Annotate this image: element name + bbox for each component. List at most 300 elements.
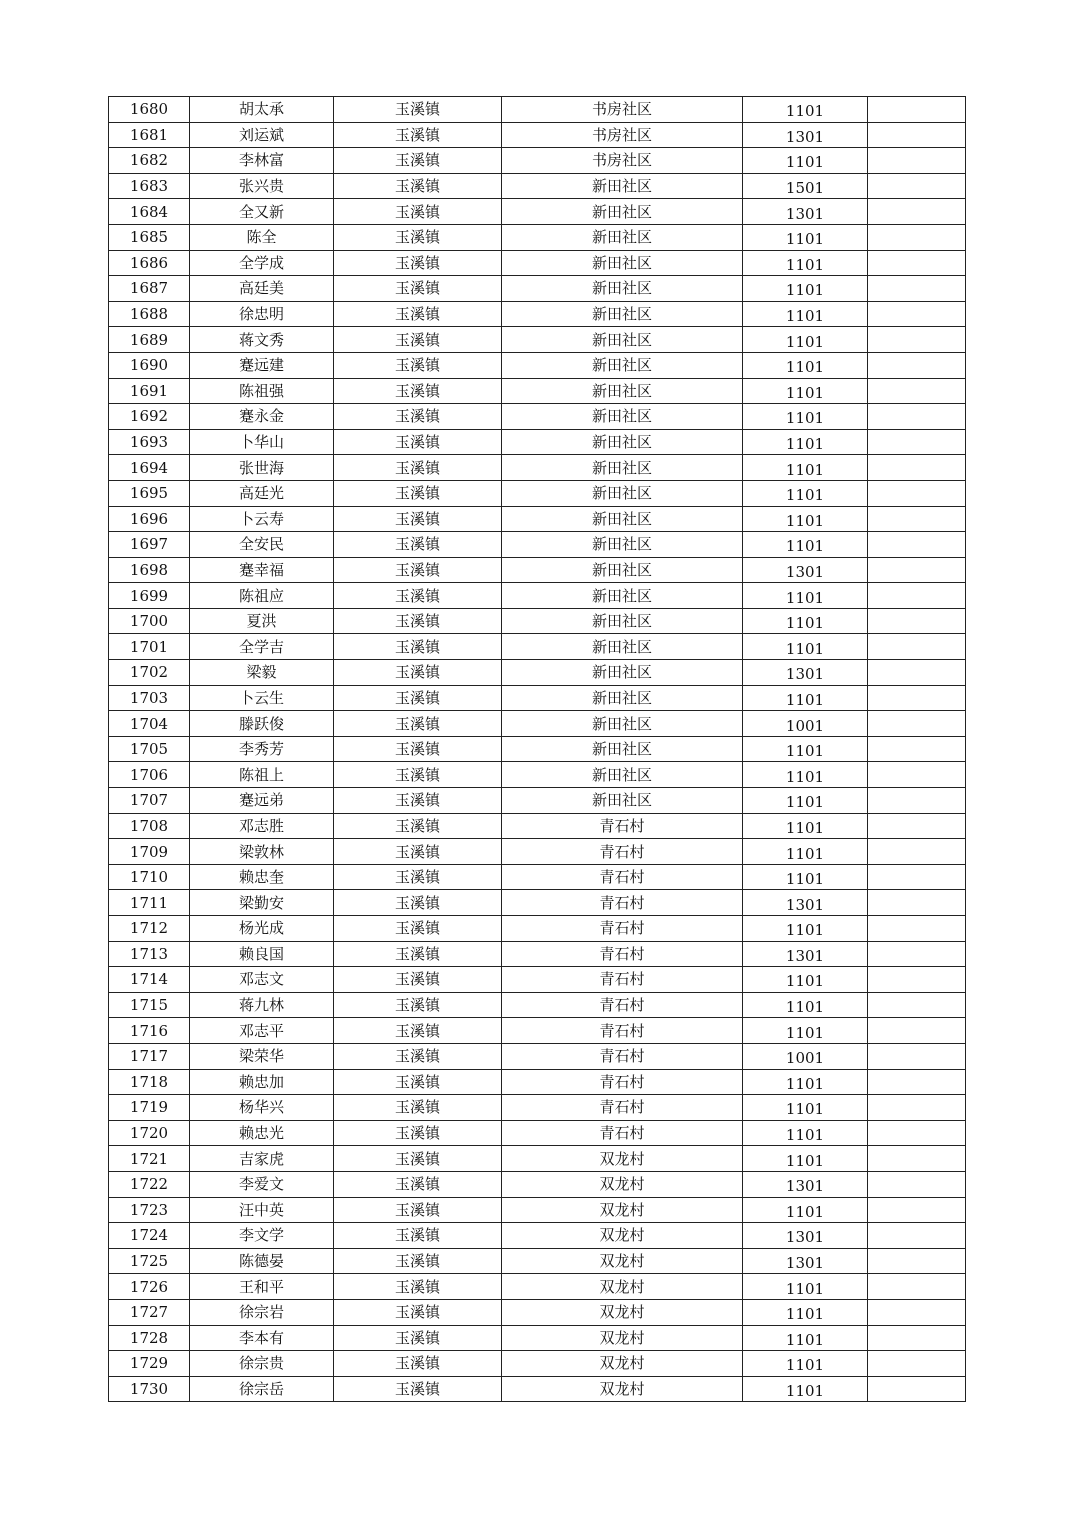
table-row [109,1248,966,1274]
town-name: 玉溪镇 [334,890,502,916]
row-number: 1699 [109,583,190,609]
person-name: 陈祖强 [190,378,334,404]
town-name: 玉溪镇 [334,1069,502,1095]
person-name: 李爱文 [190,1171,334,1197]
person-name: 全学吉 [190,634,334,660]
remarks-cell [868,1325,966,1351]
code-value: 1101 [743,992,868,1018]
person-name: 蒋文秀 [190,327,334,353]
row-number: 1701 [109,634,190,660]
row-number: 1719 [109,1095,190,1121]
remarks-cell [868,557,966,583]
remarks-cell [868,788,966,814]
town-name: 玉溪镇 [334,1223,502,1249]
community-name: 新田社区 [502,276,743,302]
row-number: 1716 [109,1018,190,1044]
code-value: 1101 [743,1299,868,1325]
row-number: 1688 [109,301,190,327]
table-row [109,378,966,404]
remarks-cell [868,199,966,225]
person-name: 李林富 [190,148,334,174]
person-name: 徐宗岩 [190,1299,334,1325]
person-name: 胡太承 [190,97,334,123]
person-name: 陈全 [190,224,334,250]
table-row [109,1018,966,1044]
community-name: 双龙村 [502,1325,743,1351]
row-number: 1691 [109,378,190,404]
town-name: 玉溪镇 [334,660,502,686]
community-name: 青石村 [502,864,743,890]
table-row [109,762,966,788]
person-name: 吉家虎 [190,1146,334,1172]
code-value: 1101 [743,864,868,890]
table-row [109,1223,966,1249]
table-row [109,506,966,532]
remarks-cell [868,532,966,558]
table-row [109,967,966,993]
table-row [109,685,966,711]
code-value: 1101 [743,404,868,430]
town-name: 玉溪镇 [334,1299,502,1325]
town-name: 玉溪镇 [334,352,502,378]
town-name: 玉溪镇 [334,788,502,814]
table-row [109,148,966,174]
code-value: 1301 [743,1171,868,1197]
row-number: 1726 [109,1274,190,1300]
remarks-cell [868,506,966,532]
code-value: 1101 [743,839,868,865]
community-name: 新田社区 [502,404,743,430]
code-value: 1101 [743,634,868,660]
town-name: 玉溪镇 [334,250,502,276]
code-value: 1101 [743,1351,868,1377]
town-name: 玉溪镇 [334,1325,502,1351]
remarks-cell [868,480,966,506]
town-name: 玉溪镇 [334,1248,502,1274]
table-row [109,711,966,737]
remarks-cell [868,250,966,276]
table-row [109,1274,966,1300]
person-name: 全安民 [190,532,334,558]
row-number: 1720 [109,1120,190,1146]
row-number: 1717 [109,1043,190,1069]
remarks-cell [868,1120,966,1146]
code-value: 1301 [743,941,868,967]
row-number: 1704 [109,711,190,737]
row-number: 1694 [109,455,190,481]
code-value: 1101 [743,967,868,993]
code-value: 1101 [743,506,868,532]
code-value: 1101 [743,480,868,506]
remarks-cell [868,660,966,686]
remarks-cell [868,1018,966,1044]
code-value: 1101 [743,788,868,814]
code-value: 1101 [743,1197,868,1223]
code-value: 1501 [743,173,868,199]
row-number: 1727 [109,1299,190,1325]
code-value: 1101 [743,1376,868,1402]
remarks-cell [868,224,966,250]
row-number: 1689 [109,327,190,353]
person-name: 赖忠加 [190,1069,334,1095]
community-name: 青石村 [502,916,743,942]
town-name: 玉溪镇 [334,762,502,788]
community-name: 青石村 [502,813,743,839]
row-number: 1706 [109,762,190,788]
roster-table [108,96,966,1402]
table-row [109,327,966,353]
town-name: 玉溪镇 [334,173,502,199]
table-row [109,890,966,916]
community-name: 青石村 [502,1043,743,1069]
remarks-cell [868,634,966,660]
remarks-cell [868,916,966,942]
table-row [109,122,966,148]
community-name: 新田社区 [502,532,743,558]
community-name: 新田社区 [502,583,743,609]
remarks-cell [868,608,966,634]
person-name: 卜云寿 [190,506,334,532]
row-number: 1698 [109,557,190,583]
person-name: 邓志平 [190,1018,334,1044]
remarks-cell [868,1376,966,1402]
town-name: 玉溪镇 [334,532,502,558]
remarks-cell [868,97,966,123]
table-row [109,941,966,967]
table-row [109,199,966,225]
row-number: 1700 [109,608,190,634]
row-number: 1722 [109,1171,190,1197]
row-number: 1708 [109,813,190,839]
person-name: 张兴贵 [190,173,334,199]
code-value: 1101 [743,148,868,174]
community-name: 青石村 [502,1120,743,1146]
remarks-cell [868,404,966,430]
row-number: 1723 [109,1197,190,1223]
code-value: 1101 [743,608,868,634]
table-row [109,1146,966,1172]
person-name: 杨华兴 [190,1095,334,1121]
table-row [109,788,966,814]
table-row [109,352,966,378]
code-value: 1101 [743,1146,868,1172]
town-name: 玉溪镇 [334,1120,502,1146]
remarks-cell [868,352,966,378]
remarks-cell [868,1171,966,1197]
remarks-cell [868,839,966,865]
town-name: 玉溪镇 [334,148,502,174]
person-name: 蹇永金 [190,404,334,430]
person-name: 徐忠明 [190,301,334,327]
table-row [109,864,966,890]
person-name: 高廷光 [190,480,334,506]
person-name: 徐宗贵 [190,1351,334,1377]
town-name: 玉溪镇 [334,839,502,865]
code-value: 1101 [743,685,868,711]
town-name: 玉溪镇 [334,378,502,404]
town-name: 玉溪镇 [334,813,502,839]
town-name: 玉溪镇 [334,916,502,942]
remarks-cell [868,941,966,967]
remarks-cell [868,1095,966,1121]
town-name: 玉溪镇 [334,480,502,506]
remarks-cell [868,327,966,353]
town-name: 玉溪镇 [334,1018,502,1044]
code-value: 1101 [743,1274,868,1300]
town-name: 玉溪镇 [334,97,502,123]
table-row [109,1197,966,1223]
row-number: 1707 [109,788,190,814]
code-value: 1301 [743,660,868,686]
person-name: 全学成 [190,250,334,276]
community-name: 新田社区 [502,429,743,455]
town-name: 玉溪镇 [334,967,502,993]
town-name: 玉溪镇 [334,327,502,353]
town-name: 玉溪镇 [334,992,502,1018]
table-row [109,1299,966,1325]
code-value: 1301 [743,1248,868,1274]
row-number: 1730 [109,1376,190,1402]
town-name: 玉溪镇 [334,429,502,455]
row-number: 1711 [109,890,190,916]
community-name: 新田社区 [502,660,743,686]
town-name: 玉溪镇 [334,1146,502,1172]
row-number: 1705 [109,736,190,762]
person-name: 梁敦林 [190,839,334,865]
person-name: 邓志文 [190,967,334,993]
code-value: 1101 [743,762,868,788]
town-name: 玉溪镇 [334,711,502,737]
person-name: 梁荣华 [190,1043,334,1069]
person-name: 刘运斌 [190,122,334,148]
table-row [109,1351,966,1377]
code-value: 1101 [743,1095,868,1121]
remarks-cell [868,173,966,199]
code-value: 1101 [743,736,868,762]
code-value: 1301 [743,890,868,916]
remarks-cell [868,1223,966,1249]
community-name: 新田社区 [502,327,743,353]
remarks-cell [868,301,966,327]
community-name: 新田社区 [502,685,743,711]
row-number: 1710 [109,864,190,890]
row-number: 1682 [109,148,190,174]
remarks-cell [868,762,966,788]
table-row [109,532,966,558]
community-name: 双龙村 [502,1376,743,1402]
town-name: 玉溪镇 [334,864,502,890]
row-number: 1725 [109,1248,190,1274]
community-name: 青石村 [502,992,743,1018]
row-number: 1721 [109,1146,190,1172]
table-row [109,1120,966,1146]
remarks-cell [868,429,966,455]
person-name: 王和平 [190,1274,334,1300]
row-number: 1697 [109,532,190,558]
table-row [109,557,966,583]
code-value: 1101 [743,455,868,481]
code-value: 1101 [743,327,868,353]
row-number: 1715 [109,992,190,1018]
community-name: 新田社区 [502,352,743,378]
person-name: 邓志胜 [190,813,334,839]
code-value: 1101 [743,250,868,276]
town-name: 玉溪镇 [334,1043,502,1069]
community-name: 青石村 [502,941,743,967]
person-name: 李秀芳 [190,736,334,762]
code-value: 1301 [743,557,868,583]
person-name: 梁勤安 [190,890,334,916]
remarks-cell [868,1299,966,1325]
table-row [109,608,966,634]
table-row [109,224,966,250]
community-name: 新田社区 [502,480,743,506]
row-number: 1709 [109,839,190,865]
row-number: 1680 [109,97,190,123]
table-row [109,992,966,1018]
person-name: 李文学 [190,1223,334,1249]
town-name: 玉溪镇 [334,634,502,660]
town-name: 玉溪镇 [334,736,502,762]
person-name: 卜华山 [190,429,334,455]
code-value: 1301 [743,1223,868,1249]
remarks-cell [868,711,966,737]
code-value: 1101 [743,1018,868,1044]
town-name: 玉溪镇 [334,224,502,250]
person-name: 卜云生 [190,685,334,711]
person-name: 蹇远建 [190,352,334,378]
row-number: 1728 [109,1325,190,1351]
person-name: 汪中英 [190,1197,334,1223]
person-name: 蹇远弟 [190,788,334,814]
table-row [109,429,966,455]
code-value: 1101 [743,1120,868,1146]
remarks-cell [868,1274,966,1300]
code-value: 1101 [743,301,868,327]
remarks-cell [868,455,966,481]
table-row [109,660,966,686]
town-name: 玉溪镇 [334,608,502,634]
table-row [109,813,966,839]
row-number: 1724 [109,1223,190,1249]
community-name: 双龙村 [502,1248,743,1274]
person-name: 全又新 [190,199,334,225]
remarks-cell [868,967,966,993]
remarks-cell [868,1248,966,1274]
table-row [109,173,966,199]
town-name: 玉溪镇 [334,301,502,327]
remarks-cell [868,890,966,916]
remarks-cell [868,1069,966,1095]
row-number: 1702 [109,660,190,686]
community-name: 书房社区 [502,122,743,148]
town-name: 玉溪镇 [334,1197,502,1223]
community-name: 青石村 [502,967,743,993]
row-number: 1703 [109,685,190,711]
person-name: 蹇幸福 [190,557,334,583]
code-value: 1101 [743,97,868,123]
table-row [109,276,966,302]
code-value: 1101 [743,916,868,942]
community-name: 新田社区 [502,378,743,404]
table-row [109,1043,966,1069]
table-row [109,455,966,481]
table-row [109,839,966,865]
town-name: 玉溪镇 [334,1274,502,1300]
table-row [109,916,966,942]
roster-rows [109,97,966,1402]
table-row [109,583,966,609]
row-number: 1693 [109,429,190,455]
row-number: 1712 [109,916,190,942]
remarks-cell [868,736,966,762]
table-row [109,250,966,276]
table-row [109,404,966,430]
community-name: 青石村 [502,1018,743,1044]
community-name: 双龙村 [502,1223,743,1249]
community-name: 青石村 [502,839,743,865]
code-value: 1101 [743,532,868,558]
community-name: 书房社区 [502,148,743,174]
community-name: 新田社区 [502,736,743,762]
table-row [109,480,966,506]
community-name: 新田社区 [502,711,743,737]
person-name: 赖良国 [190,941,334,967]
community-name: 青石村 [502,890,743,916]
town-name: 玉溪镇 [334,583,502,609]
town-name: 玉溪镇 [334,455,502,481]
community-name: 新田社区 [502,634,743,660]
code-value: 1101 [743,224,868,250]
town-name: 玉溪镇 [334,685,502,711]
community-name: 新田社区 [502,250,743,276]
town-name: 玉溪镇 [334,506,502,532]
row-number: 1687 [109,276,190,302]
town-name: 玉溪镇 [334,1351,502,1377]
row-number: 1714 [109,967,190,993]
town-name: 玉溪镇 [334,1171,502,1197]
town-name: 玉溪镇 [334,1095,502,1121]
table-row [109,634,966,660]
community-name: 双龙村 [502,1146,743,1172]
code-value: 1101 [743,813,868,839]
remarks-cell [868,378,966,404]
row-number: 1685 [109,224,190,250]
person-name: 滕跃俊 [190,711,334,737]
code-value: 1101 [743,276,868,302]
remarks-cell [868,583,966,609]
table-row [109,1095,966,1121]
table-row [109,97,966,123]
code-value: 1101 [743,378,868,404]
person-name: 梁毅 [190,660,334,686]
person-name: 夏洪 [190,608,334,634]
community-name: 青石村 [502,1069,743,1095]
row-number: 1690 [109,352,190,378]
town-name: 玉溪镇 [334,557,502,583]
community-name: 双龙村 [502,1171,743,1197]
remarks-cell [868,1197,966,1223]
community-name: 新田社区 [502,199,743,225]
code-value: 1301 [743,122,868,148]
community-name: 新田社区 [502,608,743,634]
town-name: 玉溪镇 [334,199,502,225]
town-name: 玉溪镇 [334,404,502,430]
row-number: 1713 [109,941,190,967]
table-row [109,1376,966,1402]
code-value: 1001 [743,711,868,737]
person-name: 陈德晏 [190,1248,334,1274]
